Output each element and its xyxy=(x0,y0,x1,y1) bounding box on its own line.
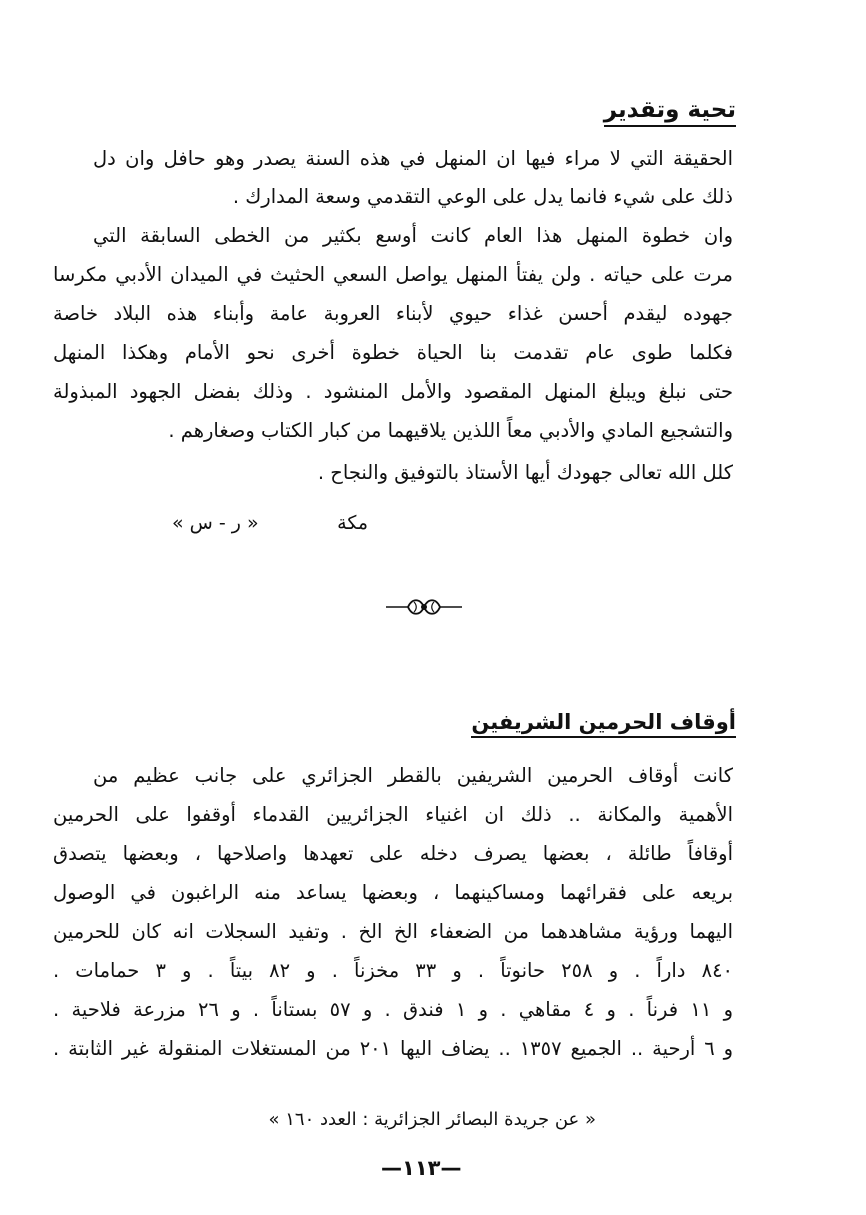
section1-line: والتشجيع المادي والأدبي معاً اللذين يلاقيهما من كبار الكتاب وصغارهم . xyxy=(168,419,733,442)
signature-name: « ر - س » xyxy=(172,512,259,534)
source-citation: « عن جريدة البصائر الجزائرية : العدد ١٦٠ » xyxy=(268,1109,596,1130)
section2-line: كانت أوقاف الحرمين الشريفين بالقطر الجزائري على جانب عظيم من xyxy=(93,764,733,787)
section1-line: كلل الله تعالى جهودك أيها الأستاذ بالتوفيق والنجاح . xyxy=(317,461,733,484)
section1-line: ذلك على شيء فانما يدل على الوعي التقدمي وسعة المدارك . xyxy=(232,185,733,208)
section2-line: أوقافاً طائلة ، بعضها يصرف دخله على تعهدها واصلاحها ، وبعضها يتصدق xyxy=(53,842,733,865)
section1-line: حتى نبلغ ويبلغ المنهل المقصود والأمل المنشود . وذلك بفضل الجهود المبذولة xyxy=(53,380,733,403)
section2-line: و ١١ فرناً . و ٤ مقاهي . و ١ فندق . و ٥٧ بستاناً . و ٢٦ مزرعة فلاحية . xyxy=(53,998,733,1021)
signature-place: مكة xyxy=(337,512,368,534)
section2-title-text: أوقاف الحرمين الشريفين xyxy=(471,710,736,734)
section1-line: جهوده ليقدم أحسن غذاء حيوي لأبناء العروبة عامة وأبناء هذه البلاد خاصة xyxy=(53,302,733,325)
section2-line: ٨٤٠ داراً . و ٢٥٨ حانوتاً . و ٣٣ مخزناً . و ٨٢ بيتاً . و ٣ حمامات . xyxy=(53,959,733,982)
ornament-divider-icon xyxy=(384,594,464,620)
section1-title-underline xyxy=(604,125,736,127)
section2-line: الأهمية والمكانة .. ذلك ان اغنياء الجزائريين القدماء أوقفوا على الحرمين xyxy=(53,803,733,826)
section1-title-text: تحية وتقدير xyxy=(603,97,736,123)
section1-line: مرت على حياته . ولن يفتأ المنهل يواصل السعي الحثيث في الميدان الأدبي مكرسا xyxy=(53,263,733,286)
section1-line: الحقيقة التي لا مراء فيها ان المنهل في هذه السنة يصدر وهو حافل وان دل xyxy=(93,147,733,170)
section2-title xyxy=(471,710,736,738)
section1-line: فكلما طوى عام تقدمت بنا الحياة خطوة أخرى نحو الأمام وهكذا المنهل xyxy=(53,341,733,364)
section2-line: اليهما ورؤية مشاهدهما من الضعفاء الخ الخ . وتفيد السجلات انه كان للحرمين xyxy=(53,920,733,943)
section2-title-underline xyxy=(471,736,736,738)
section2-line: و ٦ أرحية .. الجميع ١٣٥٧ .. يضاف اليها ٢٠١ من المستغلات المنقولة غير الثابتة . xyxy=(53,1037,733,1060)
section1-title xyxy=(604,97,736,127)
section1-line: وان خطوة المنهل هذا العام كانت أوسع بكثير من الخطى السابقة التي xyxy=(93,224,733,247)
section2-line: بريعه على فقرائهما ومساكينهما ، وبعضها يساعد منه الراغبون في الوصول xyxy=(53,881,733,904)
page-number: —١١٣— xyxy=(381,1156,462,1180)
